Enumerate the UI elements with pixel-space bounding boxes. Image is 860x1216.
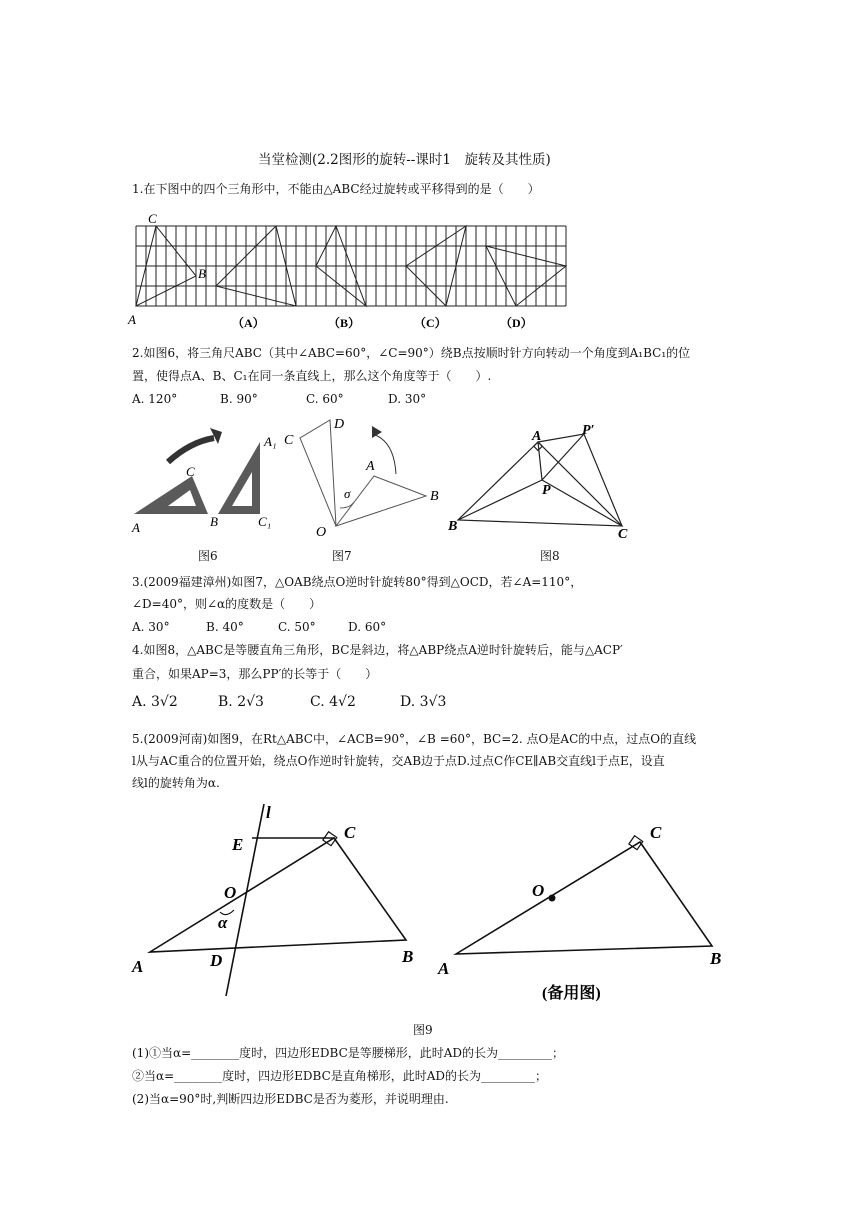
figure-7	[280, 412, 450, 542]
q1-grid-figure	[128, 212, 568, 336]
question-5-line2: l从与AC重合的位置开始，绕点O作逆时针旋转，交AB边于点D.过点C作CE∥AB交直线l于点E，设直	[132, 754, 665, 768]
label-d: D	[334, 417, 345, 432]
label-b: B	[430, 489, 439, 504]
question-5-line1: 5.(2009河南)如图9，在Rt△ABC中，∠ACB=90°，∠B =60°，BC=2. 点O是AC的中点，过点O的直线	[132, 732, 697, 746]
label-sigma: σ	[344, 486, 351, 501]
q3-option-d: D. 60°	[348, 620, 387, 634]
rotation-arrow	[372, 434, 396, 474]
q5-sub2: (2)当α=90°时,判断四边形EDBC是否为菱形，并说明理由.	[132, 1092, 449, 1106]
triangle-abc	[458, 442, 622, 526]
figure-6	[128, 428, 288, 540]
question-1-text: 1.在下图中的四个三角形中，不能由△ABC经过旋转或平移得到的是（ ）	[132, 182, 540, 196]
q3-option-a: A. 30°	[132, 620, 170, 634]
label-a: A	[532, 429, 542, 444]
label-a: A	[128, 312, 136, 327]
point-o	[549, 895, 556, 902]
fig8-caption: 图8	[540, 549, 560, 563]
label-b: B	[402, 947, 414, 966]
label-a1: A₁	[264, 434, 277, 449]
label-c: C	[344, 823, 356, 842]
label-a: A	[132, 520, 140, 535]
label-a: A	[366, 459, 375, 474]
label-a: A	[132, 957, 144, 976]
triangle-abc-shape	[134, 476, 208, 514]
label-c: C	[650, 823, 662, 842]
triangle-oab	[336, 476, 426, 526]
rotation-arrow	[168, 438, 214, 462]
q2-option-a: A. 120°	[132, 392, 178, 406]
label-c: C	[618, 527, 628, 542]
q4-option-a: A. 3√2	[132, 694, 178, 710]
q2-option-c: C. 60°	[306, 392, 344, 406]
backup-figure-caption: (备用图)	[542, 985, 601, 1002]
option-c-label: （C）	[414, 316, 447, 330]
label-l: l	[266, 803, 271, 822]
q4-option-b: B. 2√3	[218, 694, 264, 710]
figure-9-main	[128, 800, 428, 1002]
triangle-ocd	[300, 420, 336, 526]
q4-option-c: C. 4√2	[310, 694, 356, 710]
label-b: B	[198, 266, 206, 281]
label-e: E	[232, 835, 244, 854]
label-c1: C₁	[258, 514, 272, 529]
triangle-a1bc1-shape	[218, 442, 260, 514]
label-p: P	[542, 483, 551, 498]
page-title: 当堂检测(2.2图形的旋转--课时1 旋转及其性质)	[258, 152, 551, 168]
fig7-caption: 图7	[332, 549, 352, 563]
label-d: D	[210, 951, 223, 970]
q5-sub1-part1: (1)①当α=________度时，四边形EDBC是等腰梯形，此时AD的长为_________；	[132, 1046, 565, 1060]
q5-sub1-part2: ②当α=________度时，四边形EDBC是直角梯形，此时AD的长为_________；	[132, 1069, 548, 1083]
question-2-line2: 置，使得点A、B、C₁在同一条直线上，那么这个角度等于（ ）.	[132, 369, 492, 383]
q3-option-c: C. 50°	[278, 620, 316, 634]
fig6-caption: 图6	[198, 549, 218, 563]
question-5-line3: 线l的旋转角为α.	[132, 776, 220, 790]
fig9-caption: 图9	[413, 1023, 433, 1037]
question-3-line2: ∠D=40°，则∠α的度数是（ ）	[132, 597, 322, 611]
label-a: A	[438, 959, 450, 978]
q3-option-b: B. 40°	[206, 620, 244, 634]
label-c: C	[148, 211, 157, 226]
figure-8	[446, 422, 636, 542]
q2-option-b: B. 90°	[220, 392, 258, 406]
option-a-label: （A）	[232, 316, 265, 330]
angle-arc	[340, 502, 354, 508]
triangle-abc	[456, 842, 712, 954]
triangle-abc	[150, 838, 406, 952]
label-c: C	[186, 464, 195, 479]
label-b: B	[448, 519, 458, 534]
line-ap-pprime	[538, 434, 622, 526]
question-4-line1: 4.如图8，△ABC是等腰直角三角形，BC是斜边，将△ABP绕点A逆时针旋转后，能与△ACP′	[132, 643, 623, 657]
label-b: B	[210, 514, 218, 529]
label-o: O	[532, 881, 545, 900]
label-pprime: P′	[582, 423, 595, 438]
figure-9-backup	[434, 812, 734, 1008]
label-b: B	[710, 949, 722, 968]
label-o: O	[224, 883, 237, 902]
question-2-line1: 2.如图6，将三角尺ABC（其中∠ABC=60°，∠C=90°）绕B点按顺时针方向转动一个角度到A₁BC₁的位	[132, 346, 691, 360]
label-o: O	[316, 525, 327, 540]
option-b-label: （B）	[328, 316, 361, 330]
option-d-label: （D）	[500, 316, 533, 330]
question-3-line1: 3.(2009福建漳州)如图7，△OAB绕点O逆时针旋转80°得到△OCD，若∠A=110°，	[132, 575, 583, 589]
label-alpha: α	[218, 913, 228, 932]
q4-option-d: D. 3√3	[400, 694, 447, 710]
label-c: C	[284, 433, 294, 448]
q2-option-d: D. 30°	[388, 392, 427, 406]
question-4-line2: 重合，如果AP=3，那么PP′的长等于（ ）	[132, 667, 378, 681]
